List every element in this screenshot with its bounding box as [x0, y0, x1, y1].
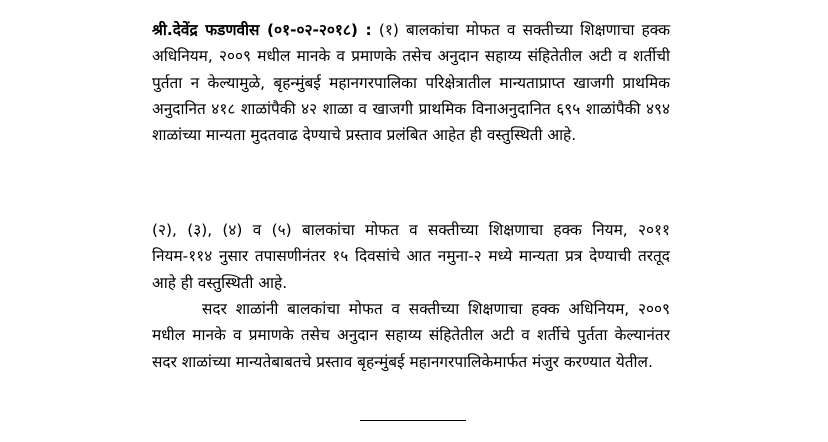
closing-divider — [360, 420, 466, 421]
answer-paragraph-1 — [152, 17, 670, 148]
paragraph-1-body: (१) बालकांचा मोफत व सक्तीच्या शिक्षणाचा हक्क अधिनियम, २००९ मधील मानके व प्रमाणके तसेच अनुदान सहाय्य संहितेतील अटी व शर्तीची पुर्तता न केल्यामुळे, बृहन्मुंबई महानगरपालिका परिक्षेत्रातील मान्यताप्राप्त खाजगी प्राथमिक अनुदानित ४१८ शाळांपैकी ४२ शाळा व खाजगी प्राथमिक विनाअनुदानित ६९५ शाळांपैकी ४९४ शाळांच्या मान्यता मुदतवाढ देण्याचे प्रस्ताव प्रलंबित आहेत ही वस्तुस्थिती आहे. — [152, 21, 671, 145]
answer-paragraph-3: सदर शाळांनी बालकांचा मोफत व सक्तीच्या शिक्षणाचा हक्क अधिनियम, २००९ मधील मानके व प्रमाणके तसेच अनुदान सहाय्य संहितेतील अटी व शर्तीचे पुर्तता केल्यानंतर सदर शाळांच्या मान्यतेबाबतचे प्रस्ताव बृहन्मुंबई महानगरपालिकेमार्फत मंजुर करण्यात येतील. — [152, 300, 670, 371]
answer-paragraph-2: (२), (३), (४) व (५) बालकांचा मोफत व सक्तीच्या शिक्षणाचा हक्क नियम, २०११ नियम-११४ नुसार तपासणीनंतर १५ दिवसांचे आत नमुना-२ मध्ये मान्यता प्रत्र देण्याची तरतूद आहे ही वस्तुस्थिती आहे. — [152, 221, 670, 292]
speaker-name: श्री.देवेंद्र फडणवीस (०१-०२-२०१८) : — [152, 21, 372, 39]
